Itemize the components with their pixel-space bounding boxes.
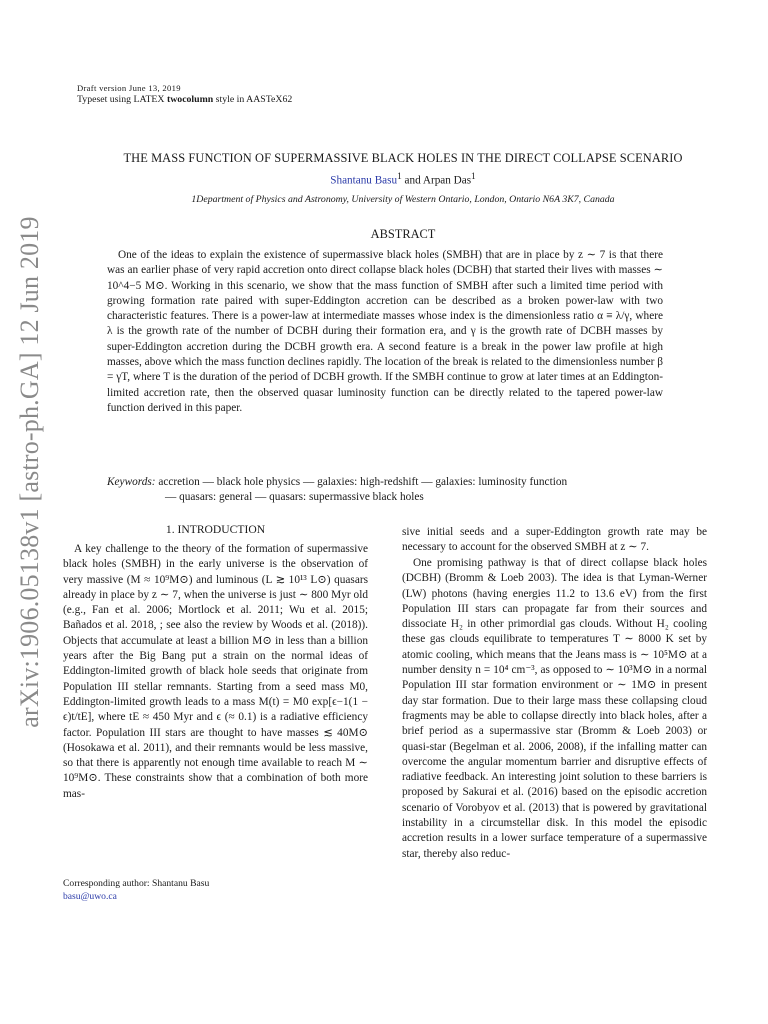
keywords-list-2: — quasars: general — quasars: supermassive black holes <box>165 491 424 504</box>
section-heading: 1. INTRODUCTION <box>165 523 266 536</box>
keywords-label: Keywords: <box>107 476 156 488</box>
typeset-line <box>77 94 292 106</box>
author-name: Arpan Das <box>422 174 472 187</box>
affil-marker: 1 <box>471 172 476 182</box>
intro-right-continuation: sive initial seeds and a super-Eddington growth rate may be necessary to account for the observed SMBH at z ∼ 7. <box>402 526 707 554</box>
intro-right-paragraph: One promising pathway is that of direct collapse black holes (DCBH) (Bromm & Loeb 2003). The idea is that Lyman-Werner (LW) photons (having energies 11.2 to 13.6 eV) from the first Population III stars can propagate far from their sources and dissociate H₂ in other primordial gas clouds. Without H₂ cooling these gas clouds equilibrate to temperatures T ∼ 8000 K set by atomic cooling, which means that the Jeans mass is ∼ 10⁵M⊙ at a number density n = 10⁴ cm⁻³, as opposed to ∼ 10³M⊙ in a normal Population III star formation environment or ∼ 1M⊙ in present day star formation. Due to their large mass these collapsing cloud fragments may be able to collapse directly into black holes, after a brief period as a supermassive star (Bromm & Loeb 2003) or quasi-star (Begelman et al. 2006, 2008), if the infalling matter can overcome the angular momentum barrier and disruptive effects of radiative feedback. An interesting joint solution to these barriers is proposed by Sakurai et al. (2016) based on the episodic accretion scenario of Vorobyov et al. (2013) that is powered by gravitational instability in a circumstellar disk. In this model the episodic accretion results in a lower surface temperature of a supermassive star, thereby also reduc- <box>402 557 707 860</box>
arxiv-sidebar <box>10 216 50 728</box>
typeset-prefix: Typeset using L <box>77 94 140 105</box>
author-list <box>62 172 744 187</box>
abstract-text: One of the ideas to explain the existence of supermassive black holes (SMBH) that are in place by z ∼ 7 is that there was an earlier phase of very rapid accretion onto direct collapse black holes (DCBH) that started their lives with masses ∼ 10^4−5 M⊙. Working in this scenario, we show that the mass function of SMBH after such a limited time period with growing formation rate paired with super-Eddington accretion can be described as a broken power-law with two characteristic features. There is a power-law at intermediate masses whose index is the dimensionless ratio α ≡ λ/γ, where λ is the growth rate of the number of DCBH during their formation era, and γ is the growth rate of DCBH masses by super-Eddington accretion during the DCBH growth era. A second feature is a break in the power law profile at high masses, above which the mass function declines rapidly. The location of the break is related to the dimensionless number β = γT, where T is the duration of the period of DCBH growth. If the SMBH continue to grow at later times at an Eddington-limited accretion rate, then the observed quasar luminosity function can be directly related to the tapered power-law function derived in this paper. <box>107 249 663 414</box>
affiliation: 1Department of Physics and Astronomy, University of Western Ontario, London, Ontario N6A 3K7, Canada <box>191 194 615 205</box>
draft-version: Draft version June 13, 2019 <box>77 83 181 93</box>
keywords-line-1 <box>107 475 663 490</box>
author-conjunction: and <box>401 174 423 187</box>
typeset-suffix: style in AASTeX62 <box>213 94 293 105</box>
paper-title: THE MASS FUNCTION OF SUPERMASSIVE BLACK HOLES IN THE DIRECT COLLAPSE SCENARIO <box>123 151 683 165</box>
author-link[interactable]: Shantanu Basu <box>330 174 398 187</box>
typeset-latex: ATEX <box>139 94 165 105</box>
affil-marker: 1 <box>397 172 402 182</box>
intro-left-column: A key challenge to the theory of the formation of supermassive black holes (SMBH) in the early universe is the observation of very massive (M ≈ 10⁹M⊙) and luminous (L ≳ 10¹³ L⊙) quasars already in place by z ∼ 7, when the universe is just ∼ 800 Myr old (e.g., Fan et al. 2006; Mortlock et al. 2011; Wu et al. 2015; Bañados et al. 2018, ; see also the review by Woods et al. (2018)). Objects that accumulate at least a billion M⊙ in less than a billion years after the Big Bang put a strain on the normal ideas of Eddington-limited growth of black hole seeds that originate from Population III stellar remnants. Starting from a seed mass M0, Eddington-limited growth leads to a mass M(t) = M0 exp[ϵ−1(1 − ϵ)t/tE], where tE ≈ 450 Myr and ϵ (≈ 0.1) is a radiative efficiency factor. Population III stars are thought to have masses ≲ 40M⊙ (Hosokawa et al. 2011), and their remnants would be less massive, so that there is apparently not enough time available to reach M ∼ 10⁹M⊙. These constraints show that a combination of both more mas- <box>63 543 368 800</box>
corresponding-author: Corresponding author: Shantanu Basu <box>63 878 210 889</box>
keywords <box>107 475 663 506</box>
arxiv-identifier: arXiv:1906.05138v1 [astro-ph.GA] 12 Jun 2019 <box>15 216 44 728</box>
abstract-heading: ABSTRACT <box>370 227 436 241</box>
email-link[interactable]: basu@uwo.ca <box>63 891 117 902</box>
keywords-list-1: accretion — black hole physics — galaxies: high-redshift — galaxies: luminosity function <box>158 476 568 488</box>
typeset-bold: twocolumn <box>166 94 214 105</box>
